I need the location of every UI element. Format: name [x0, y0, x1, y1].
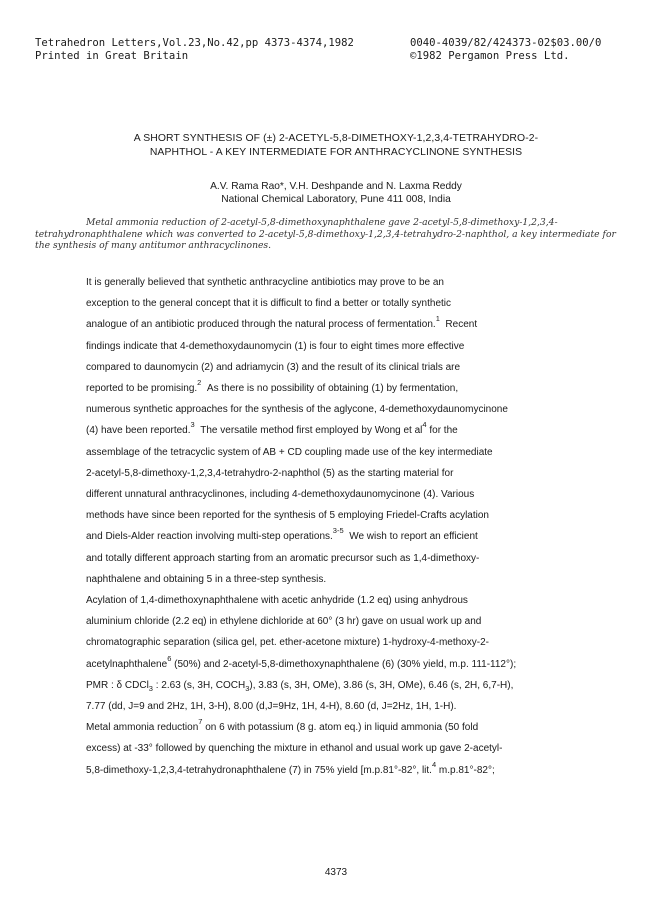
paragraph-3: [35, 717, 625, 781]
body-line: 5,8-dimethoxy-1,2,3,4-tetrahydronaphthalene (7) in 75% yield [m.p.81°-82°, lit.$^4$ m.p.81°-82°;: [86, 759, 495, 776]
body-line: Acylation of 1,4-dimethoxynaphthalene with acetic anhydride (1.2 eq) using anhydrous: [86, 595, 468, 607]
body-line: chromatographic separation (silica gel, pet. ether-acetone mixture) 1-hydroxy-4-methoxy-2-: [86, 637, 489, 649]
author-block: [60, 180, 612, 206]
body-line: (4) have been reported.$^3$ The versatile method first employed by Wong et $al^4$ for the: [86, 420, 458, 437]
paragraph-2: [35, 590, 625, 717]
body-text: [35, 272, 625, 781]
paper-title: [60, 132, 612, 160]
ref-sup: 7: [198, 717, 203, 727]
body-line: and totally different approach starting from an aromatic precursor such as 1,4-dimethoxy-: [86, 552, 480, 564]
body-line: naphthalene and obtaining 5 in a three-step synthesis.: [86, 573, 327, 585]
copyright: ©1982 Pergamon Press Ltd.: [410, 50, 570, 62]
body-line: It is generally believed that synthetic anthracycline antibiotics may prove to be an: [86, 277, 444, 288]
ref-sup: 4: [422, 420, 427, 430]
title-line-2: NAPHTHOL - A KEY INTERMEDIATE FOR ANTHRACYCLINONE SYNTHESIS: [149, 147, 523, 158]
body-line: 2-acetyl-5,8-dimethoxy-1,2,3,4-tetrahydro-2-naphthol (5) as the starting material for: [86, 467, 454, 479]
issn-code: 0040-4039/82/424373-02$03.00/0: [410, 37, 602, 49]
body-line: excess) at -33° followed by quenching the mixture in ethanol and usual work up gave 2-acetyl-: [86, 743, 503, 755]
journal-citation: Tetrahedron Letters,Vol.23,No.42,pp 4373-4374,1982: [35, 37, 354, 49]
body-line: exception to the general concept that it is difficult to find a better or totally synthetic: [86, 298, 452, 310]
body-line: different unnatural anthracyclinones, including 4-demethoxydaunomycinone (4). Various: [86, 489, 475, 501]
title-line-1: A SHORT SYNTHESIS OF (±) 2-ACETYL-5,8-DIMETHOXY-1,2,3,4-TETRAHYDRO-2-: [133, 133, 539, 144]
affiliation: National Chemical Laboratory, Pune 411 008, India: [221, 194, 451, 205]
ref-sup: 2: [197, 378, 202, 388]
ref-sup: 3-5: [332, 526, 344, 536]
ref-sup: 4: [431, 759, 437, 769]
body-line: Metal ammonia reduction$^7$ on 6 with potassium (8 g. atom eq.) in liquid ammonia (50 fold: [86, 717, 479, 734]
ref-sup: 6: [167, 653, 172, 663]
page-number: 4373: [324, 867, 348, 878]
body-line: analogue of an antibiotic produced through the natural process of fermentation.$^1$ Recent: [86, 314, 478, 331]
ref-sup: 1: [435, 314, 440, 324]
author-names: A.V. Rama Rao*, V.H. Deshpande and N. Laxma Reddy: [210, 181, 462, 192]
body-line: findings indicate that 4-demethoxydaunomycin (1) is four to eight times more effective: [86, 340, 465, 352]
body-line: numerous synthetic approaches for the synthesis of the aglycone, 4-demethoxydaunomycinone: [86, 404, 508, 416]
body-line: and Diels-Alder reaction involving multi-step operations.$^{3-5}$ We wish to report an efficient: [86, 526, 478, 543]
paragraph-1: [35, 272, 625, 590]
subscript: 3: [245, 683, 250, 693]
body-line: aluminium chloride (2.2 eq) in ethylene dichloride at 60° (3 hr) gave on usual work up and: [86, 616, 482, 628]
body-line: PMR : δ CDCl$_3$ : 2.63 (s, 3H, $COCH_3$), 3.83 (s, 3H, OMe), 3.86 (s, 3H, OMe), 6.46 (s, 2H, 6,7-H),: [86, 679, 514, 693]
abstract: [35, 217, 620, 252]
subscript: 3: [148, 683, 153, 693]
abstract-text: Metal ammonia reduction of 2-acetyl-5,8-dimethoxynaphthalene gave 2-acetyl-5,8-dimethoxy-1,2,3,4-tetrahydronaphthalene which was converted to 2-acetyl-5,8-dimethoxy-1,2,3,4-tetrahydro-2-naphthol, a key intermediate for the synthesis of many antitumor anthracyclinones.: [35, 217, 616, 252]
ref-sup: 3: [190, 420, 195, 430]
printed-in: Printed in Great Britain: [35, 50, 189, 62]
body-line: 7.77 (dd, J=9 and 2Hz, 1H, 3-H), 8.00 (d,J=9Hz, 1H, 4-H), 8.60 (d, J=2Hz, 1H, 1-H).: [86, 701, 457, 713]
body-line: reported to be promising.$^2$ As there is no possibility of obtaining (1) by fermentation,: [86, 378, 459, 395]
body-line: methods have since been reported for the synthesis of 5 employing Friedel-Crafts acylation: [86, 510, 489, 522]
body-line: assemblage of the tetracyclic system of AB + CD coupling made use of the key intermediate: [86, 446, 493, 458]
body-line: compared to daunomycin (2) and adriamycin (3) and the result of its clinical trials are: [86, 361, 461, 373]
body-line: acetylnaphthalene$^6$ (50%) and 2-acetyl-5,8-dimethoxynaphthalene (6) (30% yield, m.p. 111-112°);: [86, 653, 517, 670]
